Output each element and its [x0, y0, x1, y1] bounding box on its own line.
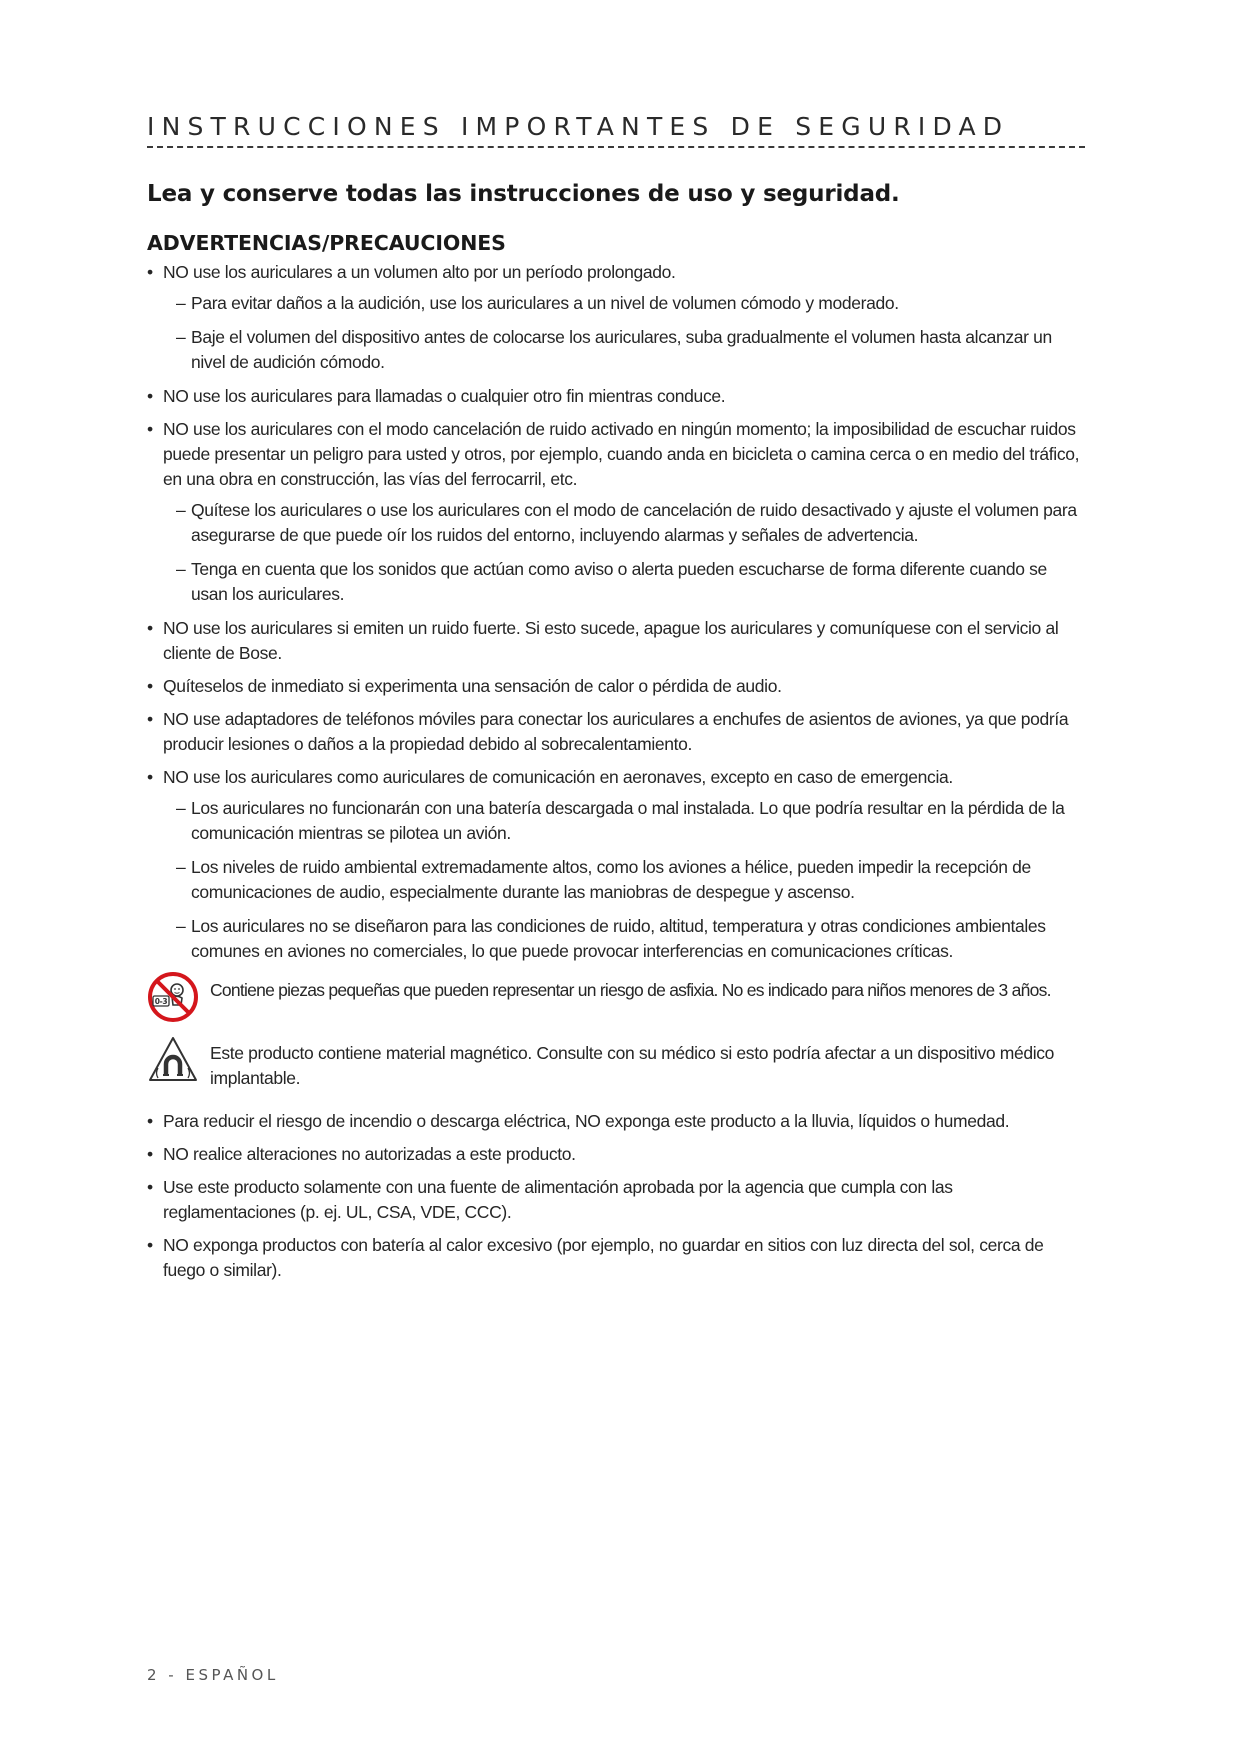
- sub-item-text: Quítese los auriculares o use los auriculares con el modo de cancelación de ruido desactivado y ajuste el volumen para asegurarse de que puede oír los ruidos del entorno, incluyendo alarmas y señales de advertencia.: [191, 500, 1077, 545]
- sub-item: [163, 855, 1087, 905]
- list-item: [147, 674, 1087, 699]
- dash-marker: –: [176, 857, 186, 877]
- bullet-marker: •: [147, 676, 153, 696]
- document-page: [147, 112, 1087, 1291]
- magnet-warning-note: [147, 1041, 1087, 1091]
- bullet-marker: •: [147, 767, 153, 787]
- list-item-text: NO use los auriculares como auriculares de comunicación en aeronaves, excepto en caso de emergencia.: [163, 767, 953, 787]
- sub-item-text: Baje el volumen del dispositivo antes de colocarse los auriculares, suba gradualmente el volumen hasta alcanzar un nivel de audición cómodo.: [191, 327, 1052, 372]
- bullet-marker: •: [147, 1235, 153, 1255]
- bullet-marker: •: [147, 1144, 153, 1164]
- sub-item: [163, 325, 1087, 375]
- list-item: [147, 1175, 1087, 1225]
- list-item-text: NO use los auriculares si emiten un ruido fuerte. Si esto sucede, apague los auriculares y comuníquese con el servicio al cliente de Bose.: [163, 618, 1059, 663]
- dashed-divider: [147, 146, 1085, 148]
- warnings-items-after: [147, 1109, 1087, 1283]
- list-item-text: NO use los auriculares para llamadas o cualquier otro fin mientras conduce.: [163, 386, 726, 406]
- bullet-marker: •: [147, 386, 153, 406]
- bullet-marker: •: [147, 1111, 153, 1131]
- list-item-text: Quíteselos de inmediato si experimenta una sensación de calor o pérdida de audio.: [163, 676, 782, 696]
- dash-marker: –: [176, 559, 186, 579]
- dash-marker: –: [176, 798, 186, 818]
- sub-item: [163, 557, 1087, 607]
- bullet-marker: •: [147, 709, 153, 729]
- bullet-marker: •: [147, 618, 153, 638]
- lead-heading: Lea y conserve todas las instrucciones de uso y seguridad.: [147, 181, 900, 207]
- page-footer: 2 - ESPAÑOL: [147, 1666, 279, 1684]
- list-item-text: Use este producto solamente con una fuente de alimentación aprobada por la agencia que cumpla con las reglamentaciones (p. ej. UL, CSA, VDE, CCC).: [163, 1177, 953, 1222]
- bullet-marker: •: [147, 1177, 153, 1197]
- list-item-text: NO use adaptadores de teléfonos móviles para conectar los auriculares a enchufes de asientos de aviones, ya que podría producir lesiones o daños a la propiedad debido al sobrecalentamiento.: [163, 709, 1069, 754]
- list-item-text: Para reducir el riesgo de incendio o descarga eléctrica, NO exponga este producto a la lluvia, líquidos o humedad.: [163, 1111, 1010, 1131]
- sub-item-text: Los niveles de ruido ambiental extremadamente altos, como los aviones a hélice, pueden impedir la recepción de comunicaciones de audio, especialmente durante las maniobras de despegue y ascenso.: [191, 857, 1031, 902]
- list-item-text: NO use los auriculares a un volumen alto por un período prolongado.: [163, 262, 676, 282]
- list-item-text: NO realice alteraciones no autorizadas a este producto.: [163, 1144, 576, 1164]
- list-item: [147, 384, 1087, 409]
- magnet-warning-icon: [147, 1034, 199, 1086]
- list-item-text: NO use los auriculares con el modo cancelación de ruido activado en ningún momento; la imposibilidad de escuchar ruidos puede presentar un peligro para usted y otros, por ejemplo, cuando anda en bicicleta o camina cerca o en medio del tráfico, en una obra en construcción, las vías del ferrocarril, etc.: [163, 419, 1080, 489]
- list-item: [147, 1233, 1087, 1283]
- sub-item-text: Tenga en cuenta que los sonidos que actúan como aviso o alerta pueden escucharse de forma diferente cuando se usan los auriculares.: [191, 559, 1047, 604]
- list-item: [147, 765, 1087, 964]
- list-item-text: NO exponga productos con batería al calor excesivo (por ejemplo, no guardar en sitios con luz directa del sol, cerca de fuego o similar).: [163, 1235, 1044, 1280]
- choking-hazard-icon: [147, 971, 199, 1023]
- choking-hazard-note: [147, 978, 1087, 1023]
- magnet-warning-text: Este producto contiene material magnético. Consulte con su médico si esto podría afectar a un dispositivo médico implantable.: [210, 1043, 1055, 1088]
- list-item: [147, 616, 1087, 666]
- sub-item-text: Los auriculares no se diseñaron para las condiciones de ruido, altitud, temperatura y otras condiciones ambientales comunes en aviones no comerciales, lo que puede provocar interferencias en comunicaciones críticas.: [191, 916, 1046, 961]
- age-badge: 0-3: [154, 997, 168, 1006]
- sub-item: [163, 914, 1087, 964]
- choking-hazard-text: Contiene piezas pequeñas que pueden representar un riesgo de asfixia. No es indicado para niños menores de 3 años.: [210, 980, 1051, 1000]
- sub-item: [163, 796, 1087, 846]
- bullet-marker: •: [147, 262, 153, 282]
- dash-marker: –: [176, 293, 186, 313]
- list-item: [147, 1142, 1087, 1167]
- list-item: [147, 260, 1087, 375]
- dash-marker: –: [176, 327, 186, 347]
- dash-marker: –: [176, 916, 186, 936]
- sub-item: [163, 291, 1087, 316]
- list-item: [147, 417, 1087, 607]
- section-title: INSTRUCCIONES IMPORTANTES DE SEGURIDAD: [147, 112, 1010, 141]
- warnings-items: [147, 260, 1087, 964]
- warnings-list: [147, 260, 1087, 1283]
- warnings-heading: ADVERTENCIAS/PRECAUCIONES: [147, 231, 506, 255]
- sub-item-text: Para evitar daños a la audición, use los auriculares a un nivel de volumen cómodo y moderado.: [191, 293, 899, 313]
- sub-item: [163, 498, 1087, 548]
- list-item: [147, 707, 1087, 757]
- dash-marker: –: [176, 500, 186, 520]
- sub-item-text: Los auriculares no funcionarán con una batería descargada o mal instalada. Lo que podría resultar en la pérdida de la comunicación mientras se pilotea un avión.: [191, 798, 1065, 843]
- list-item: [147, 1109, 1087, 1134]
- bullet-marker: •: [147, 419, 153, 439]
